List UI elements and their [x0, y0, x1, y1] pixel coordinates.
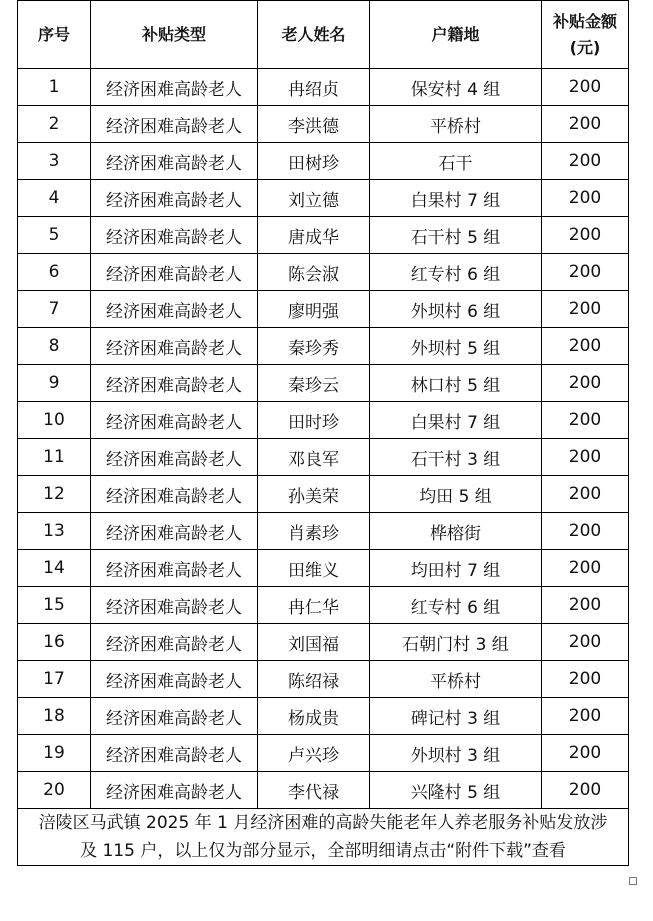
- cell-name: 邓良军: [258, 439, 370, 476]
- cell-type: 经济困难高龄老人: [91, 254, 258, 291]
- column-header-type: 补贴类型: [91, 1, 258, 69]
- cell-place: 石干村 5 组: [370, 217, 542, 254]
- cell-name: 田维义: [258, 550, 370, 587]
- cell-name: 孙美荣: [258, 476, 370, 513]
- table-row: [18, 624, 629, 661]
- table-row: [18, 513, 629, 550]
- cell-name: 田时珍: [258, 402, 370, 439]
- cell-amount: 200: [542, 476, 629, 513]
- cell-amount: 200: [542, 587, 629, 624]
- cell-name: 杨成贵: [258, 698, 370, 735]
- column-header-place: 户籍地: [370, 1, 542, 69]
- cell-type: 经济困难高龄老人: [91, 365, 258, 402]
- cell-name: 肖素珍: [258, 513, 370, 550]
- footer-note: [18, 809, 629, 866]
- cell-amount: 200: [542, 513, 629, 550]
- cell-name: 秦珍云: [258, 365, 370, 402]
- table-row: [18, 587, 629, 624]
- cell-amount: 200: [542, 69, 629, 106]
- cell-seq: 16: [18, 624, 91, 661]
- cell-seq: 4: [18, 180, 91, 217]
- column-header-seq: 序号: [18, 1, 91, 69]
- cell-place: 石朝门村 3 组: [370, 624, 542, 661]
- cell-amount: 200: [542, 365, 629, 402]
- table-row: [18, 402, 629, 439]
- footer-line1: 涪陵区马武镇 2025 年 1 月经济困难的高龄失能老年人养老服务补贴发放涉: [38, 813, 608, 833]
- cell-type: 经济困难高龄老人: [91, 661, 258, 698]
- column-header-name: 老人姓名: [258, 1, 370, 69]
- cell-amount: 200: [542, 624, 629, 661]
- cell-name: 卢兴珍: [258, 735, 370, 772]
- cell-seq: 11: [18, 439, 91, 476]
- cell-place: 碑记村 3 组: [370, 698, 542, 735]
- cell-place: 兴隆村 5 组: [370, 772, 542, 809]
- cell-name: 秦珍秀: [258, 328, 370, 365]
- cell-name: 田树珍: [258, 143, 370, 180]
- cell-name: 陈绍禄: [258, 661, 370, 698]
- cell-type: 经济困难高龄老人: [91, 624, 258, 661]
- cell-seq: 17: [18, 661, 91, 698]
- cell-seq: 8: [18, 328, 91, 365]
- cell-name: 刘国福: [258, 624, 370, 661]
- cell-type: 经济困难高龄老人: [91, 402, 258, 439]
- cell-place: 石干: [370, 143, 542, 180]
- cell-type: 经济困难高龄老人: [91, 439, 258, 476]
- cell-amount: 200: [542, 143, 629, 180]
- cell-place: 红专村 6 组: [370, 587, 542, 624]
- cell-place: 外坝村 3 组: [370, 735, 542, 772]
- table-row: [18, 439, 629, 476]
- cell-place: 白果村 7 组: [370, 402, 542, 439]
- table-row: [18, 661, 629, 698]
- cell-place: 石干村 3 组: [370, 439, 542, 476]
- cell-amount: 200: [542, 291, 629, 328]
- table-row: [18, 106, 629, 143]
- cell-seq: 10: [18, 402, 91, 439]
- cell-type: 经济困难高龄老人: [91, 587, 258, 624]
- cell-name: 唐成华: [258, 217, 370, 254]
- cell-type: 经济困难高龄老人: [91, 550, 258, 587]
- cell-name: 冉仁华: [258, 587, 370, 624]
- cell-seq: 19: [18, 735, 91, 772]
- cell-seq: 5: [18, 217, 91, 254]
- column-header-amount-line2: (元): [569, 37, 601, 57]
- table-body: [18, 69, 629, 809]
- cell-seq: 6: [18, 254, 91, 291]
- cell-type: 经济困难高龄老人: [91, 69, 258, 106]
- cell-seq: 18: [18, 698, 91, 735]
- cell-name: 冉绍贞: [258, 69, 370, 106]
- cell-seq: 15: [18, 587, 91, 624]
- cell-amount: 200: [542, 550, 629, 587]
- table-header-row: [18, 1, 629, 69]
- cell-seq: 12: [18, 476, 91, 513]
- table-row: [18, 291, 629, 328]
- cell-amount: 200: [542, 698, 629, 735]
- table-row: [18, 550, 629, 587]
- table-row: [18, 476, 629, 513]
- cell-name: 李代禄: [258, 772, 370, 809]
- cell-place: 平桥村: [370, 106, 542, 143]
- table-row: [18, 217, 629, 254]
- cell-name: 廖明强: [258, 291, 370, 328]
- table-row: [18, 143, 629, 180]
- cell-place: 外坝村 6 组: [370, 291, 542, 328]
- cell-type: 经济困难高龄老人: [91, 143, 258, 180]
- table-row: [18, 735, 629, 772]
- footer-line2: 及 115 户，以上仅为部分显示，全部明细请点击“附件下载”查看: [80, 841, 566, 861]
- cell-seq: 1: [18, 69, 91, 106]
- footer-row: [18, 809, 629, 866]
- table-row: [18, 254, 629, 291]
- cell-amount: 200: [542, 328, 629, 365]
- table-row: [18, 365, 629, 402]
- cell-amount: 200: [542, 217, 629, 254]
- cell-amount: 200: [542, 661, 629, 698]
- cell-place: 均田 5 组: [370, 476, 542, 513]
- cell-seq: 7: [18, 291, 91, 328]
- cell-type: 经济困难高龄老人: [91, 698, 258, 735]
- cell-seq: 2: [18, 106, 91, 143]
- cell-type: 经济困难高龄老人: [91, 106, 258, 143]
- cell-amount: 200: [542, 180, 629, 217]
- cell-place: 林口村 5 组: [370, 365, 542, 402]
- cell-type: 经济困难高龄老人: [91, 772, 258, 809]
- cell-type: 经济困难高龄老人: [91, 476, 258, 513]
- cell-place: 红专村 6 组: [370, 254, 542, 291]
- cell-type: 经济困难高龄老人: [91, 180, 258, 217]
- cell-place: 保安村 4 组: [370, 69, 542, 106]
- subsidy-table: [17, 0, 629, 866]
- cell-place: 外坝村 5 组: [370, 328, 542, 365]
- cell-place: 均田村 7 组: [370, 550, 542, 587]
- cell-amount: 200: [542, 735, 629, 772]
- cell-amount: 200: [542, 402, 629, 439]
- cell-type: 经济困难高龄老人: [91, 328, 258, 365]
- cell-type: 经济困难高龄老人: [91, 513, 258, 550]
- table-row: [18, 180, 629, 217]
- cell-seq: 14: [18, 550, 91, 587]
- cell-amount: 200: [542, 772, 629, 809]
- cell-seq: 9: [18, 365, 91, 402]
- cell-seq: 3: [18, 143, 91, 180]
- cell-seq: 20: [18, 772, 91, 809]
- table-resize-handle[interactable]: [629, 877, 637, 885]
- cell-amount: 200: [542, 439, 629, 476]
- cell-name: 陈会淑: [258, 254, 370, 291]
- cell-type: 经济困难高龄老人: [91, 217, 258, 254]
- table-row: [18, 698, 629, 735]
- cell-place: 白果村 7 组: [370, 180, 542, 217]
- cell-name: 李洪德: [258, 106, 370, 143]
- column-header-amount: [542, 1, 629, 69]
- cell-type: 经济困难高龄老人: [91, 735, 258, 772]
- column-header-amount-line1: 补贴金额: [552, 11, 617, 31]
- table-row: [18, 69, 629, 106]
- cell-amount: 200: [542, 106, 629, 143]
- cell-type: 经济困难高龄老人: [91, 291, 258, 328]
- cell-amount: 200: [542, 254, 629, 291]
- cell-seq: 13: [18, 513, 91, 550]
- cell-place: 桦榕街: [370, 513, 542, 550]
- table-row: [18, 328, 629, 365]
- table-row: [18, 772, 629, 809]
- cell-place: 平桥村: [370, 661, 542, 698]
- cell-name: 刘立德: [258, 180, 370, 217]
